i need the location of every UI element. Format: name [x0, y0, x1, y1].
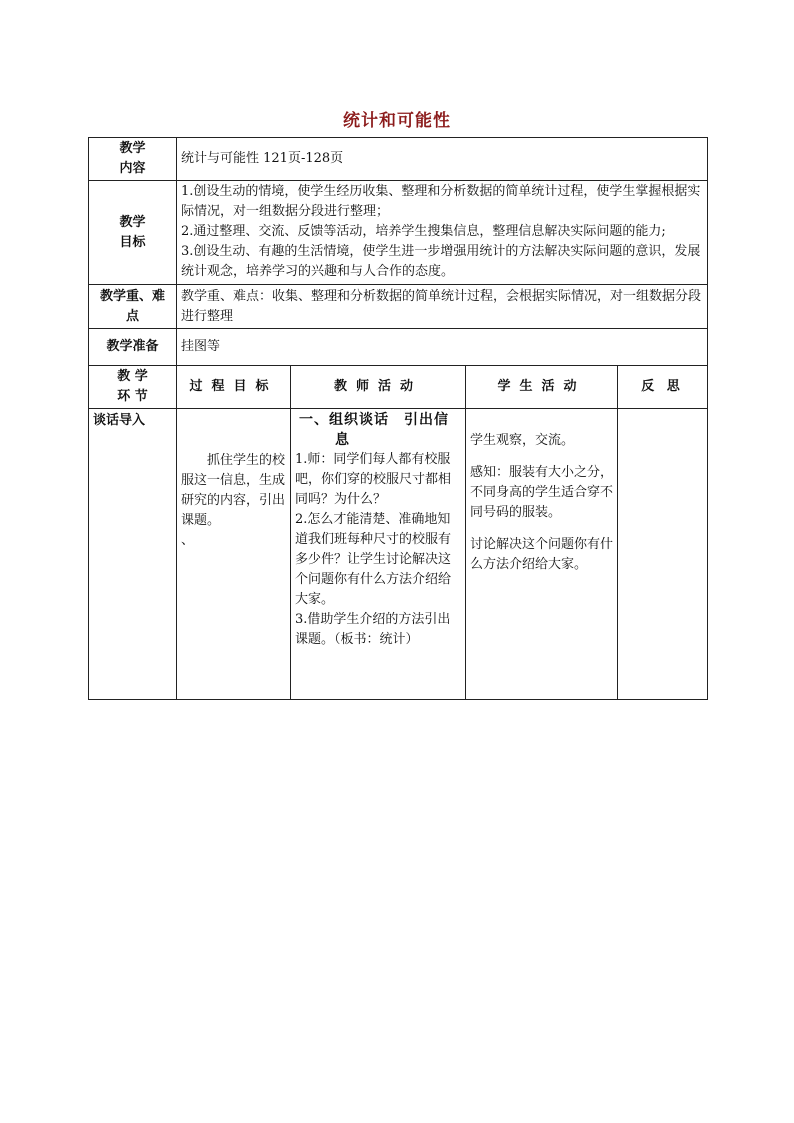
value-teaching-goals	[177, 181, 708, 285]
student-activity-item: 学生观察，交流。	[470, 433, 575, 448]
value-teaching-content: 统计与可能性 121页-128页	[177, 138, 708, 181]
value-key-points: 教学重、难点：收集、整理和分析数据的简单统计过程，会根据实际情况，对一组数据分段进行整理	[177, 285, 708, 329]
lesson-plan-table	[88, 137, 708, 700]
header-reflection: 反 思	[618, 366, 708, 409]
stage-reflection	[618, 409, 708, 700]
goal-item: 3.创设生动、有趣的生活情境，使学生进一步增强用统计的方法解决实际问题的意识，发展统计观念，培养学习的兴趣和与人合作的态度。	[181, 244, 701, 279]
row-teaching-goals	[89, 181, 708, 285]
label-teaching-goals: 教学 目标	[89, 181, 177, 285]
header-stage: 教 学 环 节	[89, 366, 177, 409]
label-teaching-content: 教学 内容	[89, 138, 177, 181]
row-column-headers	[89, 366, 708, 409]
row-stage-intro	[89, 409, 708, 700]
row-teaching-content	[89, 138, 708, 181]
stage-teacher-activity	[291, 409, 466, 700]
student-activity-item: 讨论解决这个问题你有什么方法介绍给大家。	[470, 537, 614, 572]
stage-process-goal: 抓住学生的校服这一信息，生成研究的内容，引出课题。 、	[177, 409, 291, 700]
value-preparation: 挂图等	[177, 329, 708, 366]
stage-name: 谈话导入	[89, 409, 177, 700]
row-key-points	[89, 285, 708, 329]
document-title: 统计和可能性	[343, 111, 451, 131]
label-key-points: 教学重、难 点	[89, 285, 177, 329]
goal-item: 2.通过整理、交流、反馈等活动，培养学生搜集信息，整理信息解决实际问题的能力;	[181, 224, 666, 239]
row-preparation	[89, 329, 708, 366]
header-student-activity: 学生活动	[466, 366, 618, 409]
stage-process-mark: 、	[181, 533, 195, 548]
stage-student-activity	[466, 409, 618, 700]
teacher-activity-heading: 一、组织谈话 引出信 息	[299, 412, 449, 448]
teacher-activity-item: 1.师：同学们每人都有校服吧，你们穿的校服尺寸都相同吗？为什么？	[295, 452, 452, 507]
student-activity-item: 感知：服装有大小之分，不同身高的学生适合穿不同号码的服装。	[470, 465, 614, 520]
header-teacher-activity: 教师活动	[291, 366, 466, 409]
teacher-activity-item: 2.怎么才能清楚、准确地知道我们班每种尺寸的校服有多少件？让学生讨论解决这个问题你有什么方法介绍给大家。	[295, 512, 452, 607]
label-preparation: 教学准备	[89, 329, 177, 366]
header-process-goal: 过程目标	[177, 366, 291, 409]
goal-item: 1.创设生动的情境，使学生经历收集、整理和分析数据的简单统计过程，使学生掌握根据实际情况，对一组数据分段进行整理；	[181, 184, 701, 219]
teacher-activity-item: 3.借助学生介绍的方法引出课题。（板书：统计）	[295, 612, 451, 647]
